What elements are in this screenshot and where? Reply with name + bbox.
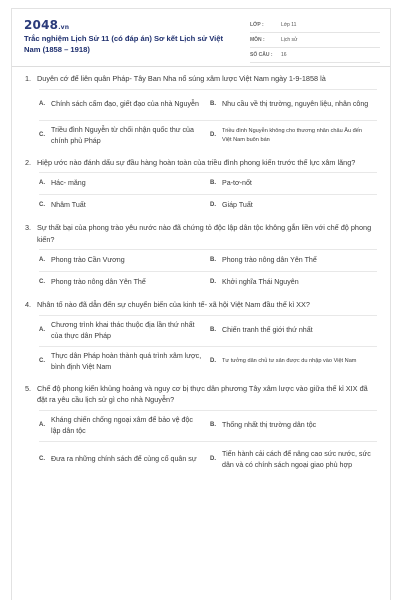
option-text: Hác- măng (51, 179, 86, 187)
option-a[interactable] (39, 249, 210, 271)
question-number: 3. (25, 223, 32, 232)
option-text: Tư tưởng dân chủ tư sản được du nhập vào Việt Nam (222, 358, 357, 364)
question-text: Nhân tố nào đã dẫn đến sự chuyển biến của kinh tế- xã hội Việt Nam đầu thế kỉ XX? (37, 300, 310, 309)
option-text: Phong trào nông dân Yên Thế (222, 256, 317, 264)
meta-key: SỐ CÂU : (250, 52, 273, 58)
option-letter: A. (39, 327, 45, 333)
option-text: Đưa ra những chính sách để củng cố quân sự (51, 455, 197, 463)
option-text: Nhu cầu về thị trường, nguyên liệu, nhân công (222, 100, 369, 108)
meta-value: Lịch sử (281, 37, 298, 43)
option-c[interactable] (39, 441, 210, 478)
option-letter: C. (39, 202, 45, 208)
logo-text: 2048 (24, 18, 59, 32)
option-grid (39, 410, 390, 478)
quiz-page (11, 8, 391, 600)
question-3 (12, 222, 390, 293)
option-c[interactable] (39, 120, 210, 151)
option-d[interactable] (210, 346, 377, 377)
question-text: Duyên cớ để liên quân Pháp- Tây Ban Nha nổ súng xâm lược Việt Nam ngày 1-9-1858 là (37, 74, 326, 83)
option-text: Thống nhất thị trường dân tộc (222, 421, 317, 429)
meta-row-subject (250, 33, 380, 48)
option-letter: A. (39, 180, 45, 186)
option-text: Thực dân Pháp hoàn thành quá trình xâm lược, bình định Việt Nam (51, 351, 202, 371)
option-text: Phong trào nông dân Yên Thế (51, 278, 146, 286)
option-d[interactable] (210, 120, 377, 151)
option-letter: D. (210, 202, 216, 208)
page-header (12, 9, 390, 67)
option-grid (39, 172, 390, 216)
meta-row-count (250, 48, 380, 63)
option-letter: A. (39, 257, 45, 263)
question-1 (12, 73, 390, 151)
option-letter: C. (39, 132, 45, 138)
option-b[interactable] (210, 172, 377, 194)
question-text: Hiệp ước nào đánh dấu sự đầu hàng hoàn toàn của triều đình phong kiến trước thế lực xâm lăng? (37, 157, 356, 167)
option-text: Chiến tranh thế giới thứ nhất (222, 326, 313, 334)
quiz-meta (250, 18, 380, 63)
question-list (12, 73, 390, 484)
option-d[interactable] (210, 441, 377, 478)
meta-row-class (250, 18, 380, 33)
option-text: Chương trình khai thác thuộc địa lần thứ nhất của thực dân Pháp (51, 320, 195, 340)
question-text: Sự thất bại của phong trào yêu nước nào đã chứng tỏ độc lập dân tộc không gắn liền với chế độ phong kiến? (37, 223, 372, 244)
question-number: 1. (25, 74, 32, 83)
option-text: Nhâm Tuất (51, 201, 86, 209)
option-grid (39, 89, 390, 151)
option-text: Giáp Tuất (222, 201, 253, 209)
option-letter: B. (210, 327, 216, 333)
option-c[interactable] (39, 194, 210, 216)
option-d[interactable] (210, 194, 377, 216)
question-stem (12, 157, 390, 169)
meta-value: 16 (281, 52, 287, 58)
option-a[interactable] (39, 172, 210, 194)
option-a[interactable] (39, 89, 210, 120)
meta-key: MÔN : (250, 37, 265, 43)
question-number: 4. (25, 300, 32, 309)
meta-key: LỚP : (250, 22, 264, 28)
page-title: Trắc nghiệm Lịch Sử 11 (có đáp án) Sơ kết Lịch sử Việt Nam (1858 – 1918) (24, 34, 223, 54)
option-text: Pa-tơ-nốt (222, 179, 252, 187)
option-text: Triều đình Nguyễn không cho thương nhân châu Âu đến Việt Nam buôn bán (222, 127, 362, 143)
option-a[interactable] (39, 315, 210, 346)
option-letter: B. (210, 422, 216, 428)
question-4 (12, 299, 390, 377)
option-text: Khởi nghĩa Thái Nguyên (222, 278, 299, 286)
question-text: Chế độ phong kiến khủng hoảng và nguy cơ bị thực dân phương Tây xâm lược vào giữa thế kỉ XIX đã đặt ra yêu cầu lịch sử gì cho nhà Nguyễn? (37, 383, 368, 404)
question-2 (12, 157, 390, 217)
option-letter: B. (210, 257, 216, 263)
option-letter: C. (39, 358, 45, 364)
question-stem (12, 299, 390, 311)
option-text: Phong trào Cần Vương (51, 256, 125, 264)
option-letter: D. (210, 358, 216, 364)
option-letter: D. (210, 132, 216, 138)
option-letter: A. (39, 101, 45, 107)
option-letter: C. (39, 456, 45, 462)
option-c[interactable] (39, 271, 210, 293)
option-grid (39, 249, 390, 293)
option-letter: C. (39, 279, 45, 285)
option-letter: D. (210, 456, 216, 462)
option-d[interactable] (210, 271, 377, 293)
option-letter: B. (210, 101, 216, 107)
site-logo[interactable] (24, 18, 69, 32)
option-text: Tiến hành cải cách để nâng cao sức nước, sức dân và có chính sách ngoại giao phù hợp (222, 449, 371, 469)
question-number: 2. (25, 157, 32, 167)
option-letter: A. (39, 422, 45, 428)
question-stem (12, 383, 390, 406)
option-b[interactable] (210, 410, 377, 441)
question-stem (12, 222, 390, 245)
option-a[interactable] (39, 410, 210, 441)
option-b[interactable] (210, 315, 377, 346)
logo-suffix: .vn (58, 24, 70, 31)
question-number: 5. (25, 383, 32, 393)
option-text: Triều đình Nguyễn từ chối nhận quốc thư của chính phủ Pháp (51, 125, 194, 145)
question-stem (12, 73, 390, 85)
question-5 (12, 383, 390, 478)
option-b[interactable] (210, 89, 377, 120)
option-b[interactable] (210, 249, 377, 271)
option-c[interactable] (39, 346, 210, 377)
option-letter: D. (210, 279, 216, 285)
option-text: Kháng chiến chống ngoại xâm để bảo vệ độc lập dân tộc (51, 415, 193, 435)
meta-value: Lớp 11 (281, 22, 297, 28)
option-letter: B. (210, 180, 216, 186)
option-text: Chính sách cấm đạo, giết đạo của nhà Nguyễn (51, 100, 199, 108)
option-grid (39, 315, 390, 377)
